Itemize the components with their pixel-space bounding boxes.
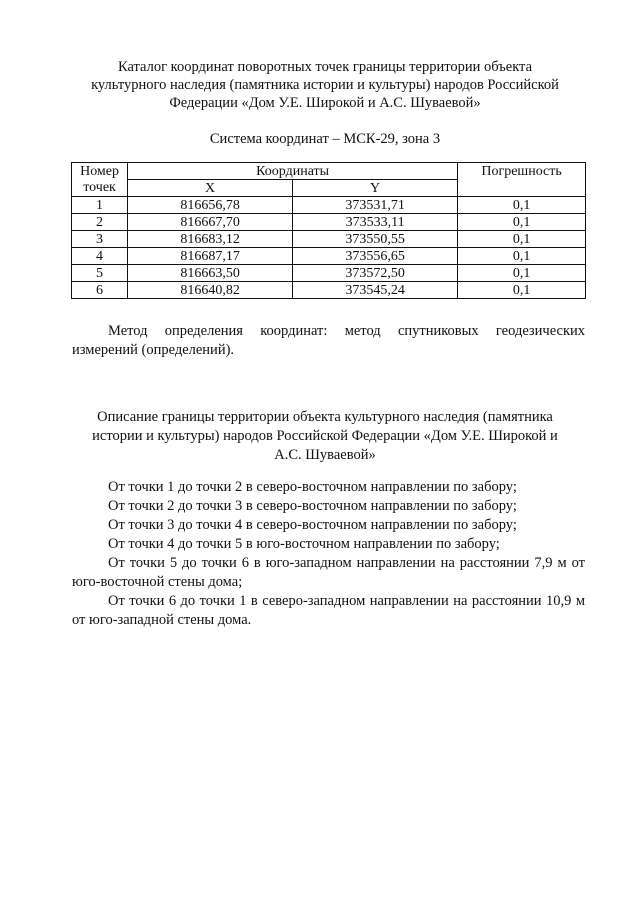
description-paragraph: От точки 2 до точки 3 в северо-восточном направлении по забору;	[108, 498, 517, 514]
table-row	[72, 214, 586, 231]
cell-error: 0,1	[458, 231, 586, 248]
table-row	[72, 282, 586, 299]
cell-error: 0,1	[458, 265, 586, 282]
catalog-title	[60, 58, 590, 112]
method-paragraph: Метод определения координат: метод спутниковых геодезических измерений (определений).	[72, 323, 585, 358]
boundary-description-body	[72, 478, 585, 630]
cell-y: 373531,71	[293, 197, 458, 214]
cell-point-number: 5	[72, 265, 128, 282]
header-error: Погрешность	[458, 163, 586, 197]
cell-error: 0,1	[458, 282, 586, 299]
description-paragraph: От точки 1 до точки 2 в северо-восточном направлении по забору;	[108, 479, 517, 495]
cell-x: 816640,82	[128, 282, 293, 299]
cell-error: 0,1	[458, 197, 586, 214]
header-point-number-line2: точек	[83, 179, 116, 195]
table-header-row	[72, 163, 586, 180]
description-title-line: А.С. Шуваевой»	[274, 447, 376, 463]
cell-x: 816656,78	[128, 197, 293, 214]
table-row	[72, 197, 586, 214]
header-point-number	[72, 163, 128, 197]
cell-x: 816687,17	[128, 248, 293, 265]
cell-error: 0,1	[458, 214, 586, 231]
description-paragraph: От точки 5 до точки 6 в юго-западном направлении на расстоянии 7,9 м от юго-восточной стены дома;	[72, 555, 585, 590]
description-title-line: Описание границы территории объекта культурного наследия (памятника	[97, 409, 553, 425]
header-point-number-line1: Номер	[80, 163, 119, 179]
cell-x: 816667,70	[128, 214, 293, 231]
cell-y: 373550,55	[293, 231, 458, 248]
catalog-title-line: Каталог координат поворотных точек границы территории объекта	[117, 59, 532, 75]
cell-x: 816663,50	[128, 265, 293, 282]
cell-y: 373545,24	[293, 282, 458, 299]
header-x: X	[128, 180, 293, 197]
coordinates-table	[71, 162, 586, 299]
catalog-title-line: культурного наследия (памятника истории и культуры) народов Российской	[91, 77, 559, 93]
cell-point-number: 6	[72, 282, 128, 299]
table-row	[72, 231, 586, 248]
cell-point-number: 1	[72, 197, 128, 214]
boundary-description-title	[60, 408, 590, 465]
table-row	[72, 265, 586, 282]
cell-error: 0,1	[458, 248, 586, 265]
header-coordinates: Координаты	[128, 163, 458, 180]
cell-y: 373533,11	[293, 214, 458, 231]
description-paragraph: От точки 3 до точки 4 в северо-восточном направлении по забору;	[108, 517, 517, 533]
cell-y: 373572,50	[293, 265, 458, 282]
table-row	[72, 248, 586, 265]
cell-x: 816683,12	[128, 231, 293, 248]
description-paragraph: От точки 6 до точки 1 в северо-западном направлении на расстоянии 10,9 м от юго-западной стены дома.	[72, 593, 585, 628]
cell-point-number: 3	[72, 231, 128, 248]
cell-y: 373556,65	[293, 248, 458, 265]
description-paragraph: От точки 4 до точки 5 в юго-восточном направлении по забору;	[108, 536, 500, 552]
catalog-title-line: Федерации «Дом У.Е. Широкой и А.С. Шуваевой»	[169, 95, 481, 111]
description-title-line: истории и культуры) народов Российской Федерации «Дом У.Е. Широкой и	[92, 428, 558, 444]
cell-point-number: 2	[72, 214, 128, 231]
cell-point-number: 4	[72, 248, 128, 265]
header-y: Y	[293, 180, 458, 197]
coordinate-system-label: Система координат – МСК-29, зона 3	[209, 131, 441, 147]
